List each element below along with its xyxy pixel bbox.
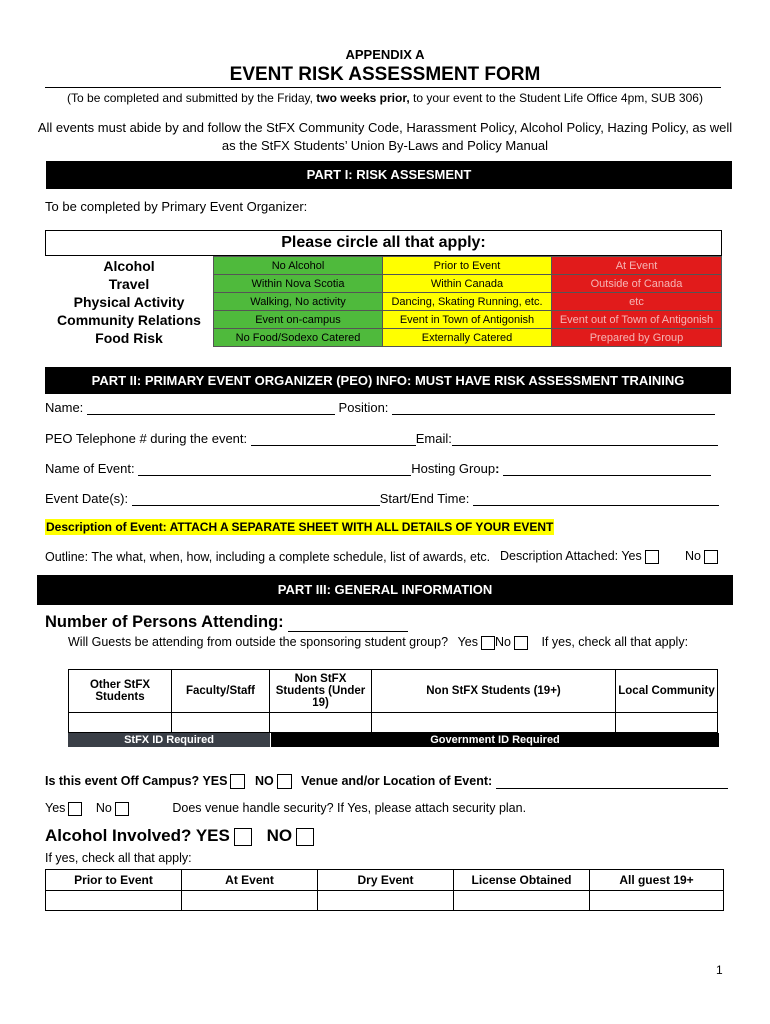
- risk-table: [45, 256, 722, 347]
- risk-high[interactable]: Prepared by Group: [552, 329, 722, 347]
- risk-row-alcohol: [45, 257, 722, 275]
- risk-high[interactable]: etc: [552, 293, 722, 311]
- description-no-row: [685, 549, 718, 564]
- description-attached-no-checkbox[interactable]: [704, 550, 718, 564]
- risk-medium[interactable]: Dancing, Skating Running, etc.: [383, 293, 552, 311]
- off-campus-no-checkbox[interactable]: [277, 774, 292, 789]
- alcohol-yes-checkbox[interactable]: [234, 828, 252, 846]
- event-name-label: Name of Event:: [45, 461, 135, 476]
- event-dates-label: Event Date(s):: [45, 491, 129, 506]
- position-field[interactable]: [392, 401, 715, 415]
- alcohol-19plus-cell[interactable]: [590, 891, 724, 911]
- title-divider: [45, 87, 721, 88]
- phone-label: PEO Telephone # during the event:: [45, 431, 248, 446]
- name-row: [45, 400, 715, 415]
- risk-row-community-relations: [45, 311, 722, 329]
- part1-header: PART I: RISK ASSESMENT: [46, 161, 732, 189]
- guest-input-row: [69, 713, 718, 733]
- persons-row: [45, 613, 408, 632]
- start-end-label: Start/End Time:: [379, 491, 470, 506]
- guest-header-row: [69, 670, 718, 713]
- security-row: [45, 801, 526, 816]
- alcohol-if-yes: If yes, check all that apply:: [45, 851, 192, 865]
- guests-yes-checkbox[interactable]: [481, 636, 495, 650]
- name-label: Name:: [45, 400, 84, 415]
- risk-category: Food Risk: [45, 329, 214, 347]
- gov-id-bar: Government ID Required: [271, 733, 719, 747]
- security-yes-label: Yes: [45, 801, 66, 815]
- part3-header: PART III: GENERAL INFORMATION: [37, 575, 733, 605]
- alcohol-header-row: [46, 870, 724, 891]
- guests-no-checkbox[interactable]: [514, 636, 528, 650]
- position-label: Position:: [338, 400, 389, 415]
- alcohol-row: [45, 826, 314, 846]
- risk-category: Community Relations: [45, 311, 214, 329]
- policy-line-2: as the StFX Students’ Union By-Laws and Policy Manual: [221, 138, 549, 153]
- appendix-label: APPENDIX A: [345, 47, 425, 62]
- guest-col-19plus: Non StFX Students (19+): [372, 670, 616, 713]
- risk-low[interactable]: No Alcohol: [214, 257, 383, 275]
- submission-note: (To be completed and submitted by the Friday, two weeks prior, to your event to the Student Life Office 4pm, SUB 306): [67, 91, 703, 105]
- event-name-field[interactable]: [138, 462, 411, 476]
- security-no-label: No: [95, 801, 112, 815]
- outline-label: Outline: The what, when, how, including a complete schedule, list of awards, etc.: [45, 550, 491, 564]
- policy-line-1: All events must abide by and follow the StFX Community Code, Harassment Policy, Alcohol Policy, Hazing Policy, as well: [37, 120, 733, 135]
- alcohol-col-19plus: All guest 19+: [590, 870, 724, 891]
- off-campus-label: Is this event Off Campus? YES: [45, 774, 228, 788]
- alcohol-col-at-event: At Event: [182, 870, 318, 891]
- guests-if-yes: If yes, check all that apply:: [541, 635, 689, 649]
- stfx-id-bar: StFX ID Required: [68, 733, 270, 747]
- risk-low[interactable]: Within Nova Scotia: [214, 275, 383, 293]
- off-campus-yes-checkbox[interactable]: [230, 774, 245, 789]
- email-label: Email:: [415, 431, 452, 446]
- risk-row-food-risk: [45, 329, 722, 347]
- alcohol-prior-cell[interactable]: [46, 891, 182, 911]
- alcohol-input-row: [46, 891, 724, 911]
- phone-row: [45, 431, 718, 446]
- part1-intro: To be completed by Primary Event Organizer:: [45, 199, 308, 214]
- description-attached-label: Description Attached: Yes: [500, 549, 642, 563]
- alcohol-at-event-cell[interactable]: [182, 891, 318, 911]
- risk-low[interactable]: Event on-campus: [214, 311, 383, 329]
- risk-category: Physical Activity: [45, 293, 214, 311]
- security-yes-checkbox[interactable]: [68, 802, 82, 816]
- guest-local-cell[interactable]: [616, 713, 718, 733]
- part2-header: PART II: PRIMARY EVENT ORGANIZER (PEO) INFO: MUST HAVE RISK ASSESSMENT TRAINING: [45, 367, 731, 394]
- alcohol-no-label: NO: [266, 826, 293, 845]
- description-attached-yes-checkbox[interactable]: [645, 550, 659, 564]
- persons-field[interactable]: [288, 616, 408, 632]
- off-campus-row: [45, 774, 728, 789]
- guest-col-local: Local Community: [616, 670, 718, 713]
- description-no-label: No: [685, 549, 701, 563]
- page-number: 1: [716, 963, 723, 977]
- risk-high[interactable]: At Event: [552, 257, 722, 275]
- guest-col-other-stfx: Other StFX Students: [69, 670, 172, 713]
- guests-question: Will Guests be attending from outside the sponsoring student group?: [68, 635, 449, 649]
- description-attached-row: [500, 549, 659, 564]
- risk-high[interactable]: Outside of Canada: [552, 275, 722, 293]
- email-field[interactable]: [452, 432, 718, 446]
- guest-col-under19: Non StFX Students (Under 19): [270, 670, 372, 713]
- start-end-field[interactable]: [473, 492, 719, 506]
- risk-row-physical-activity: [45, 293, 722, 311]
- alcohol-table: [45, 869, 724, 911]
- alcohol-license-cell[interactable]: [454, 891, 590, 911]
- alcohol-col-license: License Obtained: [454, 870, 590, 891]
- guest-other-stfx-cell[interactable]: [69, 713, 172, 733]
- description-note: Description of Event: ATTACH A SEPARATE SHEET WITH ALL DETAILS OF YOUR EVENT: [46, 520, 554, 534]
- guest-under19-cell[interactable]: [270, 713, 372, 733]
- alcohol-label: Alcohol Involved? YES: [45, 826, 230, 845]
- risk-medium[interactable]: Within Canada: [383, 275, 552, 293]
- alcohol-col-dry: Dry Event: [318, 870, 454, 891]
- hosting-colon: :: [495, 461, 500, 476]
- off-campus-no-label: NO: [254, 774, 274, 788]
- risk-category: Alcohol: [45, 257, 214, 275]
- form-title: EVENT RISK ASSESSMENT FORM: [229, 64, 541, 85]
- risk-medium[interactable]: Event in Town of Antigonish: [383, 311, 552, 329]
- risk-medium[interactable]: Prior to Event: [383, 257, 552, 275]
- alcohol-col-prior: Prior to Event: [46, 870, 182, 891]
- hosting-group-label: Hosting Group: [411, 461, 496, 476]
- venue-label: Venue and/or Location of Event:: [301, 774, 493, 788]
- alcohol-dry-cell[interactable]: [318, 891, 454, 911]
- risk-high[interactable]: Event out of Town of Antigonish: [552, 311, 722, 329]
- security-no-checkbox[interactable]: [115, 802, 129, 816]
- alcohol-no-checkbox[interactable]: [296, 828, 314, 846]
- hosting-group-field[interactable]: [503, 462, 711, 476]
- venue-field[interactable]: [496, 775, 728, 789]
- guest-table: [68, 669, 718, 733]
- guests-row: [68, 635, 688, 650]
- guests-yes-label: Yes: [457, 635, 478, 649]
- guest-faculty-cell[interactable]: [172, 713, 270, 733]
- guest-19plus-cell[interactable]: [372, 713, 616, 733]
- event-dates-field[interactable]: [132, 492, 380, 506]
- guests-no-label: No: [494, 635, 511, 649]
- guest-col-faculty: Faculty/Staff: [172, 670, 270, 713]
- event-name-row: [45, 461, 711, 476]
- risk-low[interactable]: No Food/Sodexo Catered: [214, 329, 383, 347]
- phone-field[interactable]: [251, 432, 416, 446]
- risk-row-travel: [45, 275, 722, 293]
- persons-label: Number of Persons Attending:: [45, 613, 284, 631]
- risk-matrix: [45, 230, 722, 352]
- dates-row: [45, 491, 719, 506]
- circle-heading: Please circle all that apply:: [45, 230, 722, 256]
- risk-category: Travel: [45, 275, 214, 293]
- security-question: Does venue handle security? If Yes, please attach security plan.: [172, 801, 527, 815]
- risk-low[interactable]: Walking, No activity: [214, 293, 383, 311]
- risk-medium[interactable]: Externally Catered: [383, 329, 552, 347]
- name-field[interactable]: [87, 401, 335, 415]
